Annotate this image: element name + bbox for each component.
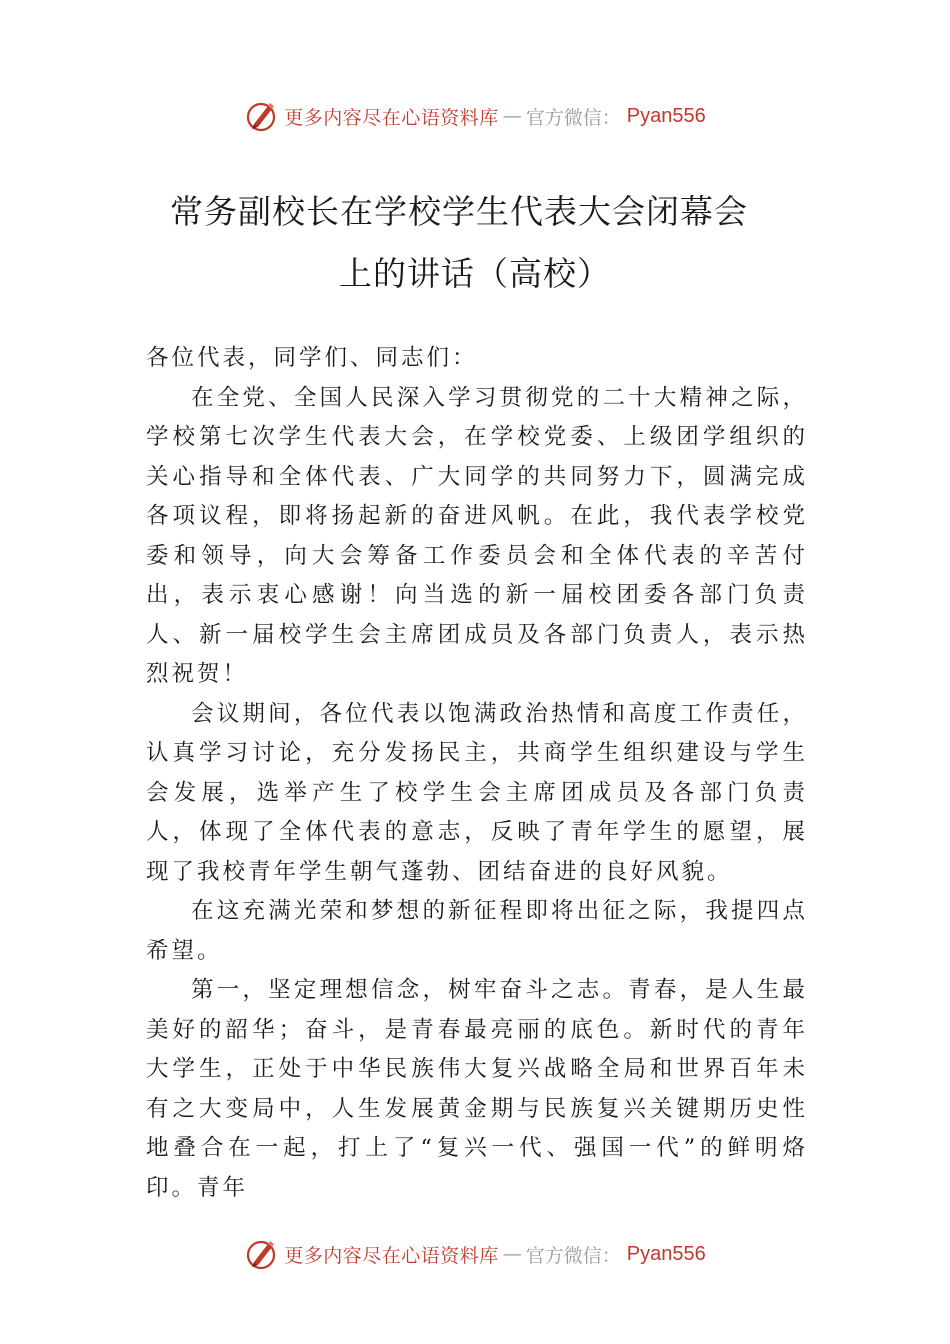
watermark-brand: 更多内容尽在心语资料库 — [284, 1244, 499, 1267]
document-body — [146, 339, 808, 1208]
watermark-brand: 更多内容尽在心语资料库 — [284, 106, 499, 129]
document-title-line2: 上的讲话（高校） — [339, 254, 611, 293]
paragraph: 会议期间，各位代表以饱满政治热情和高度工作责任，认真学习讨论，充分发扬民主，共商学生组织建设与学生会发展，选举产生了校学生会主席团成员及各部门负责人，体现了全体代表的意志，反映了青年学生的愿望，展现了我校青年学生朝气蓬勃、团结奋进的良好风貌。 — [146, 700, 808, 885]
document-title-line1: 常务副校长在学校学生代表大会闭幕会 — [170, 192, 748, 231]
watermark-account: Pyan556 — [626, 1242, 706, 1265]
paragraph: 第一，坚定理想信念，树牢奋斗之志。青春，是人生最美好的韶华；奋斗，是青春最亮丽的底色。新时代的青年大学生，正处于中华民族伟大复兴战略全局和世界百年未有之大变局中，人生发展黄金期与民族复兴关键期历史性地叠合在一起，打上了“复兴一代、强国一代”的鲜明烙印。青年 — [146, 977, 808, 1201]
pen-logo-icon — [244, 1236, 280, 1272]
watermark-contact-label: 官方微信： — [525, 106, 621, 129]
pen-logo-icon — [244, 98, 280, 134]
watermark-separator: — — [502, 105, 522, 127]
paragraph: 在这充满光荣和梦想的新征程即将出征之际，我提四点希望。 — [146, 898, 808, 964]
watermark-account: Pyan556 — [626, 104, 706, 127]
watermark-separator: — — [502, 1243, 522, 1265]
watermark-footer — [0, 1234, 950, 1274]
paragraph: 在全党、全国人民深入学习贯彻党的二十大精神之际，学校第七次学生代表大会，在学校党委、上级团学组织的关心指导和全体代表、广大同学的共同努力下，圆满完成各项议程，即将扬起新的奋进风帆。在此，我代表学校党委和领导，向大会筹备工作委员会和全体代表的辛苦付出，表示衷心感谢！向当选的新一届校团委各部门负责人、新一届校学生会主席团成员及各部门负责人，表示热烈祝贺！ — [146, 384, 808, 687]
salutation: 各位代表，同学们、同志们： — [146, 345, 478, 371]
watermark-contact-label: 官方微信： — [525, 1244, 621, 1267]
watermark-header — [0, 96, 950, 136]
